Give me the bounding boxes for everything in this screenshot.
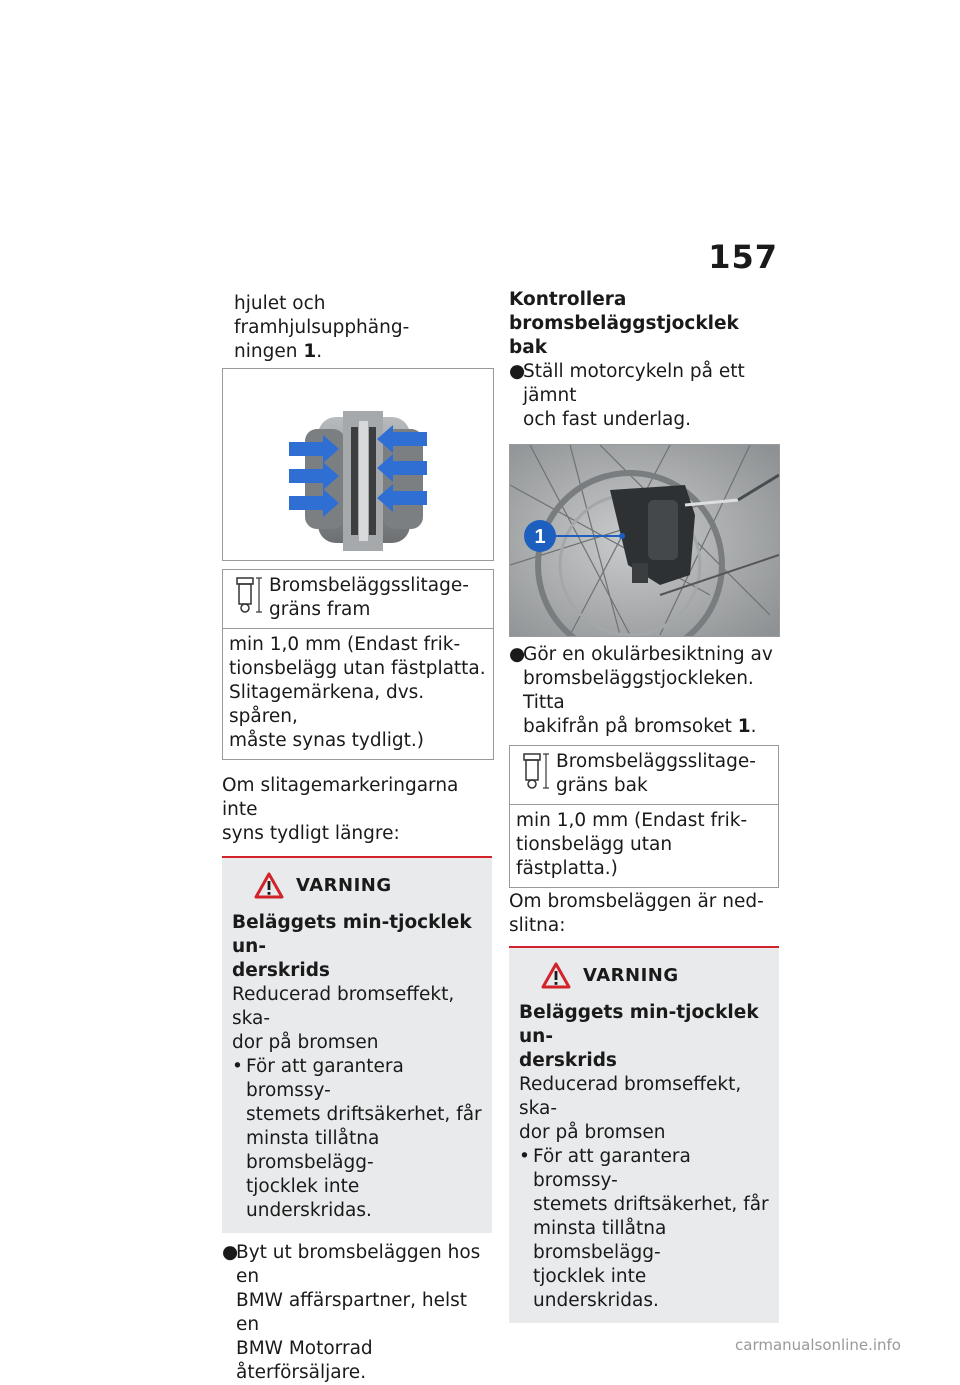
warning-body: Reducerad bromseffekt, ska- dor på bromsen (232, 984, 455, 1053)
front-caliper-illustration (223, 369, 493, 560)
warning-triangle-icon (254, 872, 284, 899)
wear-gauge-icon (518, 750, 556, 798)
warning-title: VARNING (583, 965, 679, 986)
front-caliper-figure (222, 368, 494, 561)
rear-wear-limit-spec (509, 745, 779, 888)
warning-bullet: • För att garantera bromssy- stemets driftsäkerhet, får minsta tillåtna bromsbelägg- tjocklek inte underskridas. (232, 1056, 482, 1221)
spec-value: min 1,0 mm (Endast frik- tionsbelägg utan fästplatta. Slitagemärkena, dvs. spåren, måste synas tydligt.) (229, 634, 486, 751)
warning-box (509, 946, 779, 1323)
condition-text: Om bromsbeläggen är ned- slitna: (509, 891, 764, 936)
callout-number: 1 (534, 526, 546, 548)
left-column (222, 292, 494, 1385)
intro-ref: 1 (303, 341, 317, 362)
warning-triangle-icon (541, 962, 571, 989)
spec-value: min 1,0 mm (Endast frik- tionsbelägg utan fästplatta.) (516, 810, 748, 879)
step-2: ● Gör en okulärbesiktning av bromsbeläggstjockleken. Titta bakifrån på bromsoket 1. (509, 644, 773, 737)
spec-label: Bromsbeläggsslitage- gräns fram (269, 575, 469, 620)
intro-text: hjulet och framhjulsupphäng- ningen 1. (234, 293, 410, 362)
section-heading: Kontrollera bromsbeläggstjocklek bak (509, 289, 739, 358)
step-1: ● Ställ motorcykeln på ett jämnt och fast underlag. (509, 361, 745, 430)
page-number: 157 (708, 238, 778, 276)
rear-caliper-illustration (510, 445, 779, 636)
condition-text: Om slitagemarkeringarna inte syns tydligt längre: (222, 775, 459, 844)
spec-label: Bromsbeläggsslitage- gräns bak (556, 751, 756, 796)
wear-gauge-icon (231, 574, 269, 622)
warning-bullet: • För att garantera bromssy- stemets driftsäkerhet, får minsta tillåtna bromsbelägg- tjocklek inte underskridas. (519, 1146, 769, 1311)
action-step: ● Byt ut bromsbeläggen hos en BMW affärspartner, helst en BMW Motorrad återförsäljare. (222, 1242, 481, 1383)
warning-box (222, 856, 492, 1233)
rear-caliper-photo (509, 444, 780, 637)
footer-watermark: carmanualsonline.info (735, 1336, 901, 1354)
front-wear-limit-spec (222, 569, 494, 760)
warning-heading: Beläggets min-tjocklek un- derskrids (232, 912, 472, 981)
warning-heading: Beläggets min-tjocklek un- derskrids (519, 1002, 759, 1071)
warning-body: Reducerad bromseffekt, ska- dor på bromsen (519, 1074, 742, 1143)
right-column (509, 288, 781, 1323)
warning-title: VARNING (296, 875, 392, 896)
step2-ref: 1 (737, 716, 751, 737)
